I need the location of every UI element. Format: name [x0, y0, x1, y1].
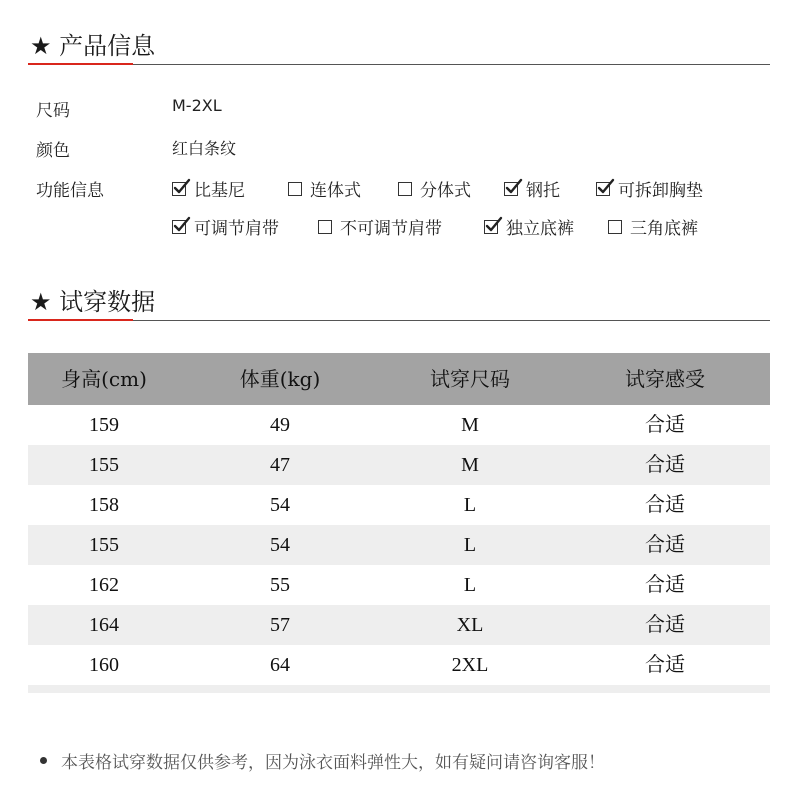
checkbox-unchecked-icon — [608, 220, 622, 234]
header-fit-feel: 试穿感受 — [625, 367, 705, 391]
cell-fit-size: XL — [456, 614, 484, 636]
table-footer — [28, 685, 770, 693]
fitting-data-title: ★ 试穿数据 — [30, 288, 156, 316]
cell-fit-size: M — [461, 454, 479, 476]
cell-weight: 54 — [270, 494, 290, 516]
size-label: 尺码 — [36, 101, 70, 121]
cell-weight: 47 — [270, 454, 290, 476]
feature-non-adjustable-straps — [318, 214, 442, 239]
checkbox-unchecked-icon — [398, 182, 412, 196]
table-row — [28, 645, 770, 685]
section-divider — [28, 64, 770, 65]
checkbox-checked-icon — [504, 182, 518, 196]
checkbox-unchecked-icon — [318, 220, 332, 234]
checkbox-unchecked-icon — [288, 182, 302, 196]
disclaimer-text: 本表格试穿数据仅供参考，因为泳衣面料弹性大，如有疑问请咨询客服！ — [61, 753, 605, 773]
cell-weight: 57 — [270, 614, 290, 636]
cell-height: 159 — [89, 414, 119, 436]
table-row — [28, 445, 770, 485]
cell-height: 162 — [89, 574, 119, 596]
cell-fit-feel: 合适 — [645, 454, 685, 476]
feature-label: 不可调节肩带 — [340, 219, 442, 239]
cell-fit-size: L — [463, 494, 477, 516]
cell-weight: 49 — [270, 414, 290, 436]
feature-label: 钢托 — [526, 181, 560, 201]
table-row — [28, 525, 770, 565]
feature-triangle-bottoms — [608, 214, 698, 239]
table-row — [28, 485, 770, 525]
feature-one-piece — [288, 176, 361, 201]
checkbox-checked-icon — [596, 182, 610, 196]
cell-height: 155 — [89, 454, 119, 476]
features-label: 功能信息 — [36, 181, 104, 201]
cell-height: 160 — [89, 654, 119, 676]
cell-height: 164 — [89, 614, 119, 636]
cell-fit-size: L — [463, 574, 477, 596]
table-header — [28, 353, 770, 405]
cell-fit-size: L — [463, 534, 477, 556]
feature-adjustable-straps — [172, 214, 279, 239]
color-label: 颜色 — [36, 141, 70, 161]
cell-weight: 54 — [270, 534, 290, 556]
size-value: M-2XL — [172, 96, 222, 115]
cell-height: 158 — [89, 494, 119, 516]
fitting-table — [28, 353, 770, 693]
feature-label: 可调节肩带 — [194, 219, 279, 239]
cell-fit-size: 2XL — [451, 654, 489, 676]
feature-underwire — [504, 176, 560, 201]
feature-removable-pads — [596, 176, 703, 201]
disclaimer-note — [40, 748, 605, 773]
section-accent-bar — [28, 319, 133, 321]
feature-label: 分体式 — [420, 181, 471, 201]
cell-fit-feel: 合适 — [645, 574, 685, 596]
cell-fit-feel: 合适 — [645, 614, 685, 636]
feature-bikini — [172, 176, 245, 201]
header-weight: 体重(kg) — [239, 367, 321, 391]
cell-weight: 64 — [270, 654, 290, 676]
table-row — [28, 565, 770, 605]
product-info-title: ★ 产品信息 — [30, 32, 156, 60]
checkbox-checked-icon — [484, 220, 498, 234]
cell-fit-feel: 合适 — [645, 534, 685, 556]
cell-fit-feel: 合适 — [645, 414, 685, 436]
header-fit-size: 试穿尺码 — [430, 367, 510, 391]
feature-label: 可拆卸胸垫 — [618, 181, 703, 201]
cell-height: 155 — [89, 534, 119, 556]
table-row — [28, 405, 770, 445]
cell-fit-feel: 合适 — [645, 654, 685, 676]
feature-label: 连体式 — [310, 181, 361, 201]
feature-separate-bottoms — [484, 214, 574, 239]
table-body — [28, 405, 770, 685]
checkbox-checked-icon — [172, 182, 186, 196]
cell-weight: 55 — [270, 574, 290, 596]
feature-label: 独立底裤 — [506, 219, 574, 239]
bullet-icon — [40, 757, 47, 764]
header-height: 身高(cm) — [61, 367, 147, 391]
section-divider — [28, 320, 770, 321]
table-row — [28, 605, 770, 645]
checkbox-checked-icon — [172, 220, 186, 234]
feature-label: 三角底裤 — [630, 219, 698, 239]
feature-label: 比基尼 — [194, 181, 245, 201]
cell-fit-size: M — [461, 414, 479, 436]
feature-two-piece — [398, 176, 471, 201]
section-accent-bar — [28, 63, 133, 65]
cell-fit-feel: 合适 — [645, 494, 685, 516]
color-value: 红白条纹 — [172, 139, 237, 158]
